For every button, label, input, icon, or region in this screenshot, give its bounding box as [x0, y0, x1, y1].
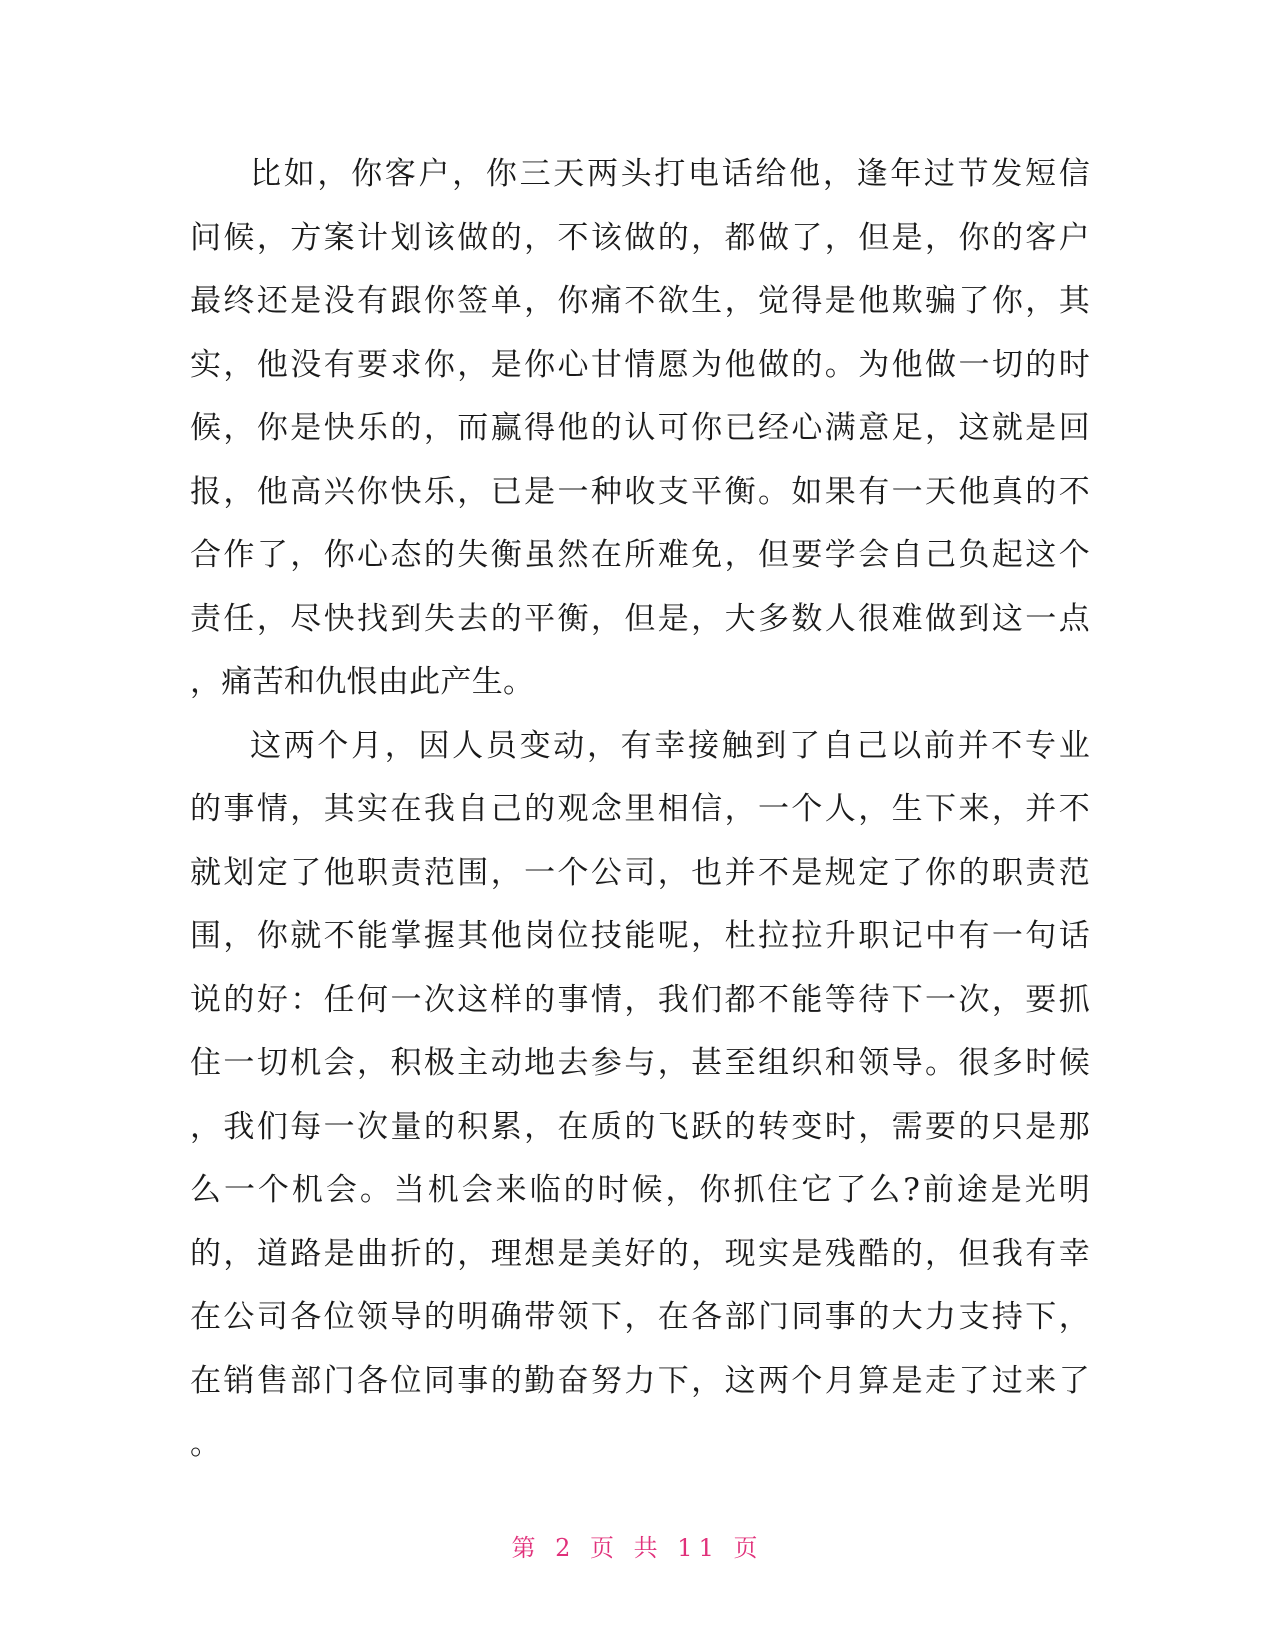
- paragraph-line: 合作了，你心态的失衡虽然在所难免，但要学会自己负起这个: [190, 537, 1090, 573]
- page-footer: [0, 1528, 1275, 1563]
- paragraph-line: 围，你就不能掌握其他岗位技能呢，杜拉拉升职记中有一句话: [190, 918, 1090, 954]
- paragraph-line: 报，他高兴你快乐，已是一种收支平衡。如果有一天他真的不: [190, 473, 1090, 510]
- paragraph-2: [190, 715, 1090, 1477]
- paragraph-line: 么一个机会。当机会来临的时候，你抓住它了么?前途是光明: [190, 1172, 1090, 1208]
- paragraph-line: 。: [190, 1426, 222, 1462]
- page-number-label: 第 2 页 共 11 页: [511, 1534, 764, 1562]
- paragraph-line: 责任，尽快找到失去的平衡，但是，大多数人很难做到这一点: [190, 600, 1090, 637]
- paragraph-line: ，痛苦和仇恨由此产生。: [190, 664, 535, 700]
- paragraph-line: 比如，你客户，你三天两头打电话给他，逢年过节发短信: [250, 156, 1090, 192]
- paragraph-line: 说的好：任何一次这样的事情，我们都不能等待下一次，要抓: [190, 981, 1090, 1018]
- paragraph-line: 这两个月，因人员变动，有幸接触到了自己以前并不专业: [250, 727, 1090, 764]
- paragraph-line: 住一切机会，积极主动地去参与，甚至组织和领导。很多时候: [190, 1045, 1090, 1081]
- paragraph-1: [190, 143, 1090, 715]
- paragraph-line: 最终还是没有跟你签单，你痛不欲生，觉得是他欺骗了你，其: [190, 283, 1090, 319]
- paragraph-line: 的事情，其实在我自己的观念里相信，一个人，生下来，并不: [190, 791, 1090, 827]
- paragraph-line: 候，你是快乐的，而赢得他的认可你已经心满意足，这就是回: [190, 410, 1090, 446]
- paragraph-line: 在销售部门各位同事的勤奋努力下，这两个月算是走了过来了: [190, 1362, 1090, 1399]
- paragraph-line: 问候，方案计划该做的，不该做的，都做了，但是，你的客户: [190, 219, 1090, 256]
- paragraph-line: ，我们每一次量的积累，在质的飞跃的转变时，需要的只是那: [190, 1108, 1090, 1145]
- paragraph-line: 的，道路是曲折的，理想是美好的，现实是残酷的，但我有幸: [190, 1235, 1090, 1272]
- paragraph-line: 就划定了他职责范围，一个公司，也并不是规定了你的职责范: [190, 854, 1090, 891]
- paragraph-line: 在公司各位领导的明确带领下，在各部门同事的大力支持下，: [190, 1299, 1090, 1335]
- body-text: [190, 143, 1090, 1477]
- paragraph-line: 实，他没有要求你，是你心甘情愿为他做的。为他做一切的时: [190, 346, 1090, 383]
